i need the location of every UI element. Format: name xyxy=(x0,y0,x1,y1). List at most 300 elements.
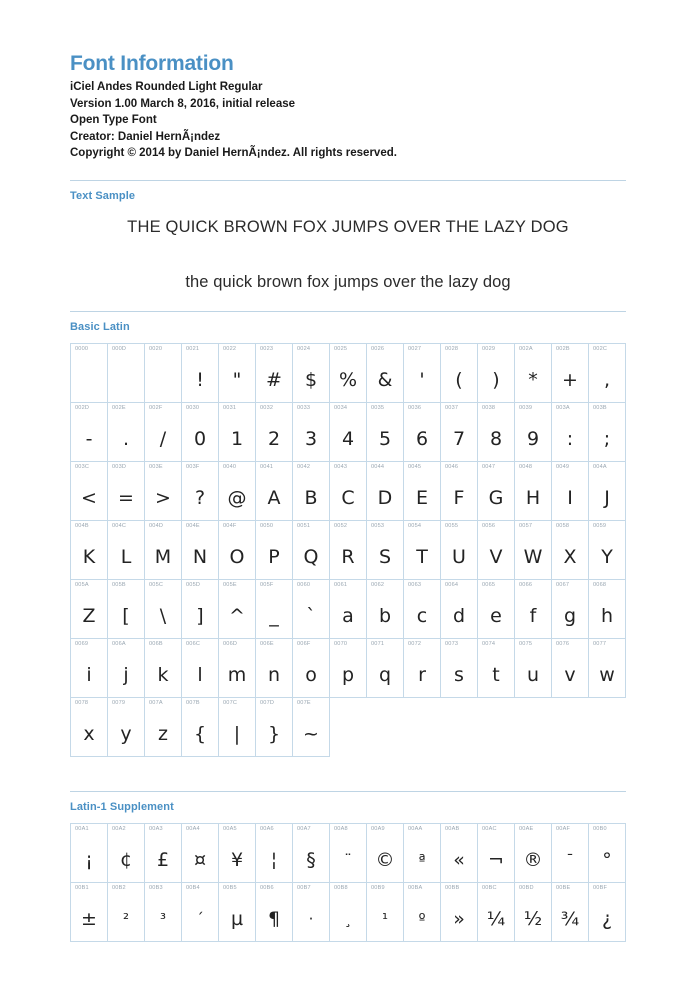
codepoint-label: 005D xyxy=(186,582,201,589)
glyph-character: C xyxy=(341,487,355,510)
codepoint-label: 00B2 xyxy=(112,885,126,892)
glyph-cell[interactable] xyxy=(515,580,552,639)
glyph-cell-empty-slot xyxy=(367,698,404,757)
glyph-cell[interactable] xyxy=(108,580,145,639)
codepoint-label: 0040 xyxy=(223,464,237,471)
glyph-cell[interactable] xyxy=(441,521,478,580)
glyph-cell[interactable] xyxy=(441,344,478,403)
glyph-cell[interactable] xyxy=(182,698,219,757)
glyph-character: * xyxy=(528,369,538,392)
glyph-character: ~ xyxy=(303,723,319,746)
codepoint-label: 0036 xyxy=(408,405,422,412)
glyph-cell[interactable] xyxy=(478,639,515,698)
glyph-character: 2 xyxy=(267,428,281,451)
font-header xyxy=(70,0,626,162)
glyph-character: , xyxy=(603,369,611,392)
codepoint-label: 00B3 xyxy=(149,885,163,892)
codepoint-label: 00B4 xyxy=(186,885,200,892)
codepoint-label: 005F xyxy=(260,582,274,589)
codepoint-label: 0073 xyxy=(445,641,459,648)
glyph-character: @ xyxy=(227,487,247,510)
glyph-cell[interactable] xyxy=(552,462,589,521)
codepoint-label: 0052 xyxy=(334,523,348,530)
glyph-character xyxy=(71,364,107,396)
glyph-cell[interactable] xyxy=(330,824,367,883)
glyph-cell[interactable] xyxy=(145,824,182,883)
codepoint-label: 002D xyxy=(75,405,90,412)
glyph-cell[interactable] xyxy=(71,462,108,521)
glyph-cell[interactable] xyxy=(182,521,219,580)
glyph-cell[interactable] xyxy=(404,403,441,462)
glyph-cell[interactable] xyxy=(404,580,441,639)
codepoint-label: 0065 xyxy=(482,582,496,589)
glyph-character: U xyxy=(452,546,466,569)
glyph-cell[interactable] xyxy=(108,639,145,698)
codepoint-label: 0037 xyxy=(445,405,459,412)
glyph-cell[interactable] xyxy=(515,883,552,942)
glyph-cell[interactable] xyxy=(404,639,441,698)
glyph-cell[interactable] xyxy=(182,639,219,698)
glyph-cell[interactable] xyxy=(145,403,182,462)
glyph-cell[interactable] xyxy=(589,639,626,698)
glyph-cell[interactable] xyxy=(367,462,404,521)
glyph-character: S xyxy=(378,546,392,569)
text-sample-block xyxy=(70,212,626,294)
glyph-cell[interactable] xyxy=(589,824,626,883)
glyph-cell[interactable] xyxy=(108,521,145,580)
codepoint-label: 0068 xyxy=(593,582,607,589)
glyph-cell[interactable] xyxy=(441,580,478,639)
codepoint-label: 0074 xyxy=(482,641,496,648)
glyph-character: D xyxy=(377,487,393,510)
codepoint-label: 00AE xyxy=(519,826,534,833)
codepoint-label: 00A3 xyxy=(149,826,163,833)
codepoint-label: 0067 xyxy=(556,582,570,589)
codepoint-label: 005B xyxy=(112,582,126,589)
glyph-cell[interactable] xyxy=(293,824,330,883)
glyph-cell[interactable] xyxy=(182,344,219,403)
glyph-character: W xyxy=(523,546,543,569)
glyph-character: / xyxy=(159,428,167,451)
glyph-cell[interactable] xyxy=(219,698,256,757)
codepoint-label: 0076 xyxy=(556,641,570,648)
codepoint-label: 0066 xyxy=(519,582,533,589)
codepoint-label: 0055 xyxy=(445,523,459,530)
codepoint-label: 0035 xyxy=(371,405,385,412)
glyph-cell[interactable] xyxy=(367,824,404,883)
glyph-character: ½ xyxy=(523,908,543,931)
codepoint-label: 0046 xyxy=(445,464,459,471)
font-copyright-line: Copyright © 2014 by Daniel HernÃ¡ndez. All rights reserved. xyxy=(70,147,397,160)
codepoint-label: 005A xyxy=(75,582,89,589)
glyph-cell[interactable] xyxy=(108,403,145,462)
glyph-character: # xyxy=(266,369,282,392)
glyph-cell[interactable] xyxy=(367,403,404,462)
glyph-cell[interactable] xyxy=(330,344,367,403)
glyph-character: g xyxy=(563,605,577,628)
glyph-cell[interactable] xyxy=(441,403,478,462)
section-heading-latin1-supplement: Latin-1 Supplement xyxy=(70,801,174,814)
glyph-cell[interactable] xyxy=(552,521,589,580)
codepoint-label: 004D xyxy=(149,523,164,530)
glyph-character: % xyxy=(338,369,358,392)
codepoint-label: 006A xyxy=(112,641,126,648)
codepoint-label: 0000 xyxy=(75,346,89,353)
section-divider-latin1-supplement xyxy=(70,791,626,792)
codepoint-label: 00A6 xyxy=(260,826,274,833)
glyph-character: L xyxy=(120,546,132,569)
glyph-table-row xyxy=(71,403,626,462)
glyph-cell-empty-slot xyxy=(515,698,552,757)
glyph-cell[interactable] xyxy=(71,698,108,757)
codepoint-label: 007A xyxy=(149,700,163,707)
glyph-cell[interactable] xyxy=(515,639,552,698)
glyph-character: | xyxy=(233,723,241,746)
glyph-cell[interactable] xyxy=(552,344,589,403)
glyph-cell[interactable] xyxy=(293,883,330,942)
glyph-character: ® xyxy=(523,849,543,872)
glyph-cell[interactable] xyxy=(256,883,293,942)
glyph-character: 5 xyxy=(378,428,392,451)
glyph-character: v xyxy=(564,664,576,687)
codepoint-label: 0045 xyxy=(408,464,422,471)
glyph-cell[interactable] xyxy=(589,403,626,462)
glyph-character: M xyxy=(154,546,172,569)
codepoint-label: 0027 xyxy=(408,346,422,353)
codepoint-label: 0051 xyxy=(297,523,311,530)
glyph-cell[interactable] xyxy=(515,344,552,403)
codepoint-label: 00AF xyxy=(556,826,571,833)
glyph-cell[interactable] xyxy=(330,462,367,521)
glyph-cell[interactable] xyxy=(293,580,330,639)
glyph-cell[interactable] xyxy=(256,639,293,698)
glyph-cell[interactable] xyxy=(219,639,256,698)
glyph-character: x xyxy=(83,723,95,746)
glyph-cell[interactable] xyxy=(256,824,293,883)
glyph-character: z xyxy=(158,723,168,746)
glyph-character: ¥ xyxy=(230,849,244,872)
glyph-cell[interactable] xyxy=(441,824,478,883)
codepoint-label: 00BE xyxy=(556,885,571,892)
glyph-cell[interactable] xyxy=(478,462,515,521)
glyph-character: : xyxy=(566,428,574,451)
glyph-cell[interactable] xyxy=(108,344,145,403)
glyph-cell[interactable] xyxy=(71,344,108,403)
codepoint-label: 007D xyxy=(260,700,275,707)
glyph-character: > xyxy=(155,487,171,510)
glyph-cell[interactable] xyxy=(367,344,404,403)
glyph-cell[interactable] xyxy=(219,403,256,462)
codepoint-label: 0062 xyxy=(371,582,385,589)
glyph-character: P xyxy=(268,546,280,569)
glyph-character: Z xyxy=(82,605,96,628)
glyph-cell[interactable] xyxy=(145,462,182,521)
glyph-cell[interactable] xyxy=(404,462,441,521)
glyph-character: Y xyxy=(601,546,613,569)
glyph-cell[interactable] xyxy=(71,639,108,698)
glyph-cell[interactable] xyxy=(367,521,404,580)
glyph-cell[interactable] xyxy=(589,521,626,580)
codepoint-label: 004B xyxy=(75,523,89,530)
codepoint-label: 003B xyxy=(593,405,607,412)
glyph-cell-empty-slot xyxy=(441,698,478,757)
glyph-cell[interactable] xyxy=(441,639,478,698)
codepoint-label: 002E xyxy=(112,405,126,412)
glyph-cell[interactable] xyxy=(330,580,367,639)
glyph-character: l xyxy=(197,664,203,687)
codepoint-label: 00AB xyxy=(445,826,460,833)
glyph-cell[interactable] xyxy=(589,580,626,639)
glyph-cell[interactable] xyxy=(515,462,552,521)
glyph-cell[interactable] xyxy=(293,403,330,462)
glyph-cell[interactable] xyxy=(367,580,404,639)
codepoint-label: 0079 xyxy=(112,700,126,707)
glyph-cell[interactable] xyxy=(108,698,145,757)
glyph-character: 3 xyxy=(304,428,318,451)
glyph-cell[interactable] xyxy=(219,344,256,403)
glyph-cell[interactable] xyxy=(478,403,515,462)
glyph-cell[interactable] xyxy=(145,344,182,403)
glyph-character: © xyxy=(375,849,395,872)
glyph-cell[interactable] xyxy=(404,521,441,580)
glyph-character: ¦ xyxy=(270,849,278,872)
section-heading-basic-latin: Basic Latin xyxy=(70,321,130,334)
glyph-character: y xyxy=(120,723,132,746)
glyph-cell[interactable] xyxy=(589,462,626,521)
glyph-cell[interactable] xyxy=(182,580,219,639)
glyph-cell[interactable] xyxy=(441,462,478,521)
glyph-character xyxy=(145,364,181,396)
codepoint-label: 0029 xyxy=(482,346,496,353)
codepoint-label: 002C xyxy=(593,346,608,353)
glyph-cell[interactable] xyxy=(182,824,219,883)
glyph-character: 4 xyxy=(341,428,355,451)
glyph-table-row xyxy=(71,462,626,521)
codepoint-label: 003F xyxy=(186,464,200,471)
font-creator-line: Creator: Daniel HernÃ¡ndez xyxy=(70,130,221,143)
codepoint-label: 0026 xyxy=(371,346,385,353)
glyph-cell[interactable] xyxy=(256,580,293,639)
glyph-cell[interactable] xyxy=(441,883,478,942)
codepoint-label: 0042 xyxy=(297,464,311,471)
codepoint-label: 0020 xyxy=(149,346,163,353)
glyph-cell[interactable] xyxy=(219,521,256,580)
glyph-character: ¾ xyxy=(560,908,580,931)
glyph-character: k xyxy=(157,664,169,687)
glyph-cell[interactable] xyxy=(293,521,330,580)
font-version-line: Version 1.00 March 8, 2016, initial release xyxy=(70,97,296,110)
glyph-character: q xyxy=(378,664,392,687)
codepoint-label: 0077 xyxy=(593,641,607,648)
section-divider-text-sample xyxy=(70,180,626,181)
glyph-cell[interactable] xyxy=(330,403,367,462)
glyph-cell[interactable] xyxy=(256,521,293,580)
glyph-cell[interactable] xyxy=(330,883,367,942)
glyph-cell[interactable] xyxy=(108,883,145,942)
glyph-character: 8 xyxy=(489,428,503,451)
glyph-character: s xyxy=(454,664,464,687)
glyph-character: E xyxy=(415,487,428,510)
glyph-table-latin1-supplement xyxy=(70,823,626,942)
sample-lowercase: the quick brown fox jumps over the lazy dog xyxy=(185,273,511,292)
glyph-cell[interactable] xyxy=(478,883,515,942)
codepoint-label: 0039 xyxy=(519,405,533,412)
glyph-cell[interactable] xyxy=(552,824,589,883)
glyph-cell[interactable] xyxy=(182,403,219,462)
glyph-cell[interactable] xyxy=(293,462,330,521)
codepoint-label: 00A2 xyxy=(112,826,126,833)
glyph-cell[interactable] xyxy=(515,824,552,883)
codepoint-label: 00BB xyxy=(445,885,460,892)
codepoint-label: 00A4 xyxy=(186,826,200,833)
glyph-cell[interactable] xyxy=(552,639,589,698)
glyph-character: ` xyxy=(306,605,316,628)
glyph-cell[interactable] xyxy=(219,824,256,883)
glyph-cell[interactable] xyxy=(552,883,589,942)
glyph-cell[interactable] xyxy=(145,698,182,757)
glyph-cell[interactable] xyxy=(182,462,219,521)
glyph-cell[interactable] xyxy=(145,639,182,698)
glyph-cell[interactable] xyxy=(219,462,256,521)
codepoint-label: 005E xyxy=(223,582,237,589)
glyph-character: ! xyxy=(196,369,204,392)
codepoint-label: 005C xyxy=(149,582,164,589)
glyph-table-row xyxy=(71,580,626,639)
glyph-cell[interactable] xyxy=(108,824,145,883)
codepoint-label: 0053 xyxy=(371,523,385,530)
glyph-character: K xyxy=(82,546,96,569)
glyph-cell[interactable] xyxy=(404,824,441,883)
glyph-character: ° xyxy=(602,849,612,872)
glyph-cell[interactable] xyxy=(256,698,293,757)
glyph-character: c xyxy=(416,605,428,628)
glyph-cell[interactable] xyxy=(293,639,330,698)
glyph-character: £ xyxy=(156,849,170,872)
glyph-cell[interactable] xyxy=(71,521,108,580)
codepoint-label: 00A1 xyxy=(75,826,89,833)
sample-uppercase: THE QUICK BROWN FOX JUMPS OVER THE LAZY DOG xyxy=(127,217,569,236)
glyph-cell[interactable] xyxy=(145,580,182,639)
codepoint-label: 00BF xyxy=(593,885,608,892)
glyph-cell[interactable] xyxy=(589,344,626,403)
glyph-cell[interactable] xyxy=(478,521,515,580)
glyph-cell[interactable] xyxy=(256,344,293,403)
glyph-character: $ xyxy=(304,369,318,392)
codepoint-label: 0034 xyxy=(334,405,348,412)
glyph-character: u xyxy=(526,664,540,687)
glyph-character: ¬ xyxy=(488,849,504,872)
glyph-cell[interactable] xyxy=(515,521,552,580)
glyph-cell[interactable] xyxy=(515,403,552,462)
glyph-cell[interactable] xyxy=(552,403,589,462)
glyph-cell[interactable] xyxy=(71,883,108,942)
codepoint-label: 0064 xyxy=(445,582,459,589)
glyph-cell[interactable] xyxy=(478,580,515,639)
glyph-cell[interactable] xyxy=(478,824,515,883)
glyph-character: m xyxy=(227,664,247,687)
codepoint-label: 00B8 xyxy=(334,885,348,892)
glyph-cell[interactable] xyxy=(367,883,404,942)
glyph-character: X xyxy=(563,546,577,569)
glyph-character: I xyxy=(567,487,573,510)
glyph-cell[interactable] xyxy=(367,639,404,698)
codepoint-label: 0048 xyxy=(519,464,533,471)
glyph-cell[interactable] xyxy=(71,824,108,883)
codepoint-label: 0056 xyxy=(482,523,496,530)
glyph-cell[interactable] xyxy=(404,883,441,942)
glyph-character: ( xyxy=(455,369,463,392)
codepoint-label: 00B9 xyxy=(371,885,385,892)
codepoint-label: 006C xyxy=(186,641,201,648)
glyph-character: = xyxy=(118,487,134,510)
codepoint-label: 0069 xyxy=(75,641,89,648)
glyph-character: t xyxy=(492,664,500,687)
glyph-cell[interactable] xyxy=(219,580,256,639)
glyph-character: O xyxy=(229,546,245,569)
glyph-cell[interactable] xyxy=(330,521,367,580)
codepoint-label: 0058 xyxy=(556,523,570,530)
glyph-cell[interactable] xyxy=(293,698,330,757)
glyph-character: . xyxy=(122,428,130,451)
glyph-cell[interactable] xyxy=(71,580,108,639)
glyph-cell[interactable] xyxy=(145,521,182,580)
glyph-cell[interactable] xyxy=(478,344,515,403)
codepoint-label: 00A9 xyxy=(371,826,385,833)
codepoint-label: 0072 xyxy=(408,641,422,648)
glyph-cell[interactable] xyxy=(404,344,441,403)
codepoint-label: 0050 xyxy=(260,523,274,530)
glyph-character: ¶ xyxy=(267,908,281,931)
codepoint-label: 00A8 xyxy=(334,826,348,833)
codepoint-label: 0021 xyxy=(186,346,200,353)
glyph-character: · xyxy=(308,910,314,929)
codepoint-label: 000D xyxy=(112,346,127,353)
glyph-character: J xyxy=(604,487,610,510)
codepoint-label: 0022 xyxy=(223,346,237,353)
glyph-cell[interactable] xyxy=(330,639,367,698)
glyph-cell-empty-slot xyxy=(552,698,589,757)
codepoint-label: 00AC xyxy=(482,826,497,833)
glyph-table-row xyxy=(71,698,626,757)
glyph-character: A xyxy=(267,487,281,510)
section-divider-basic-latin xyxy=(70,311,626,312)
codepoint-label: 00B5 xyxy=(223,885,237,892)
glyph-cell[interactable] xyxy=(552,580,589,639)
codepoint-label: 003E xyxy=(149,464,163,471)
codepoint-label: 006F xyxy=(297,641,311,648)
glyph-character: n xyxy=(267,664,281,687)
glyph-cell[interactable] xyxy=(589,883,626,942)
glyph-cell[interactable] xyxy=(293,344,330,403)
glyph-cell[interactable] xyxy=(219,883,256,942)
glyph-cell[interactable] xyxy=(256,403,293,462)
glyph-character: N xyxy=(192,546,208,569)
codepoint-label: 00A7 xyxy=(297,826,311,833)
glyph-cell[interactable] xyxy=(256,462,293,521)
glyph-cell[interactable] xyxy=(182,883,219,942)
glyph-cell[interactable] xyxy=(145,883,182,942)
glyph-character: < xyxy=(81,487,97,510)
glyph-cell[interactable] xyxy=(71,403,108,462)
glyph-character: ² xyxy=(122,910,129,929)
codepoint-label: 0063 xyxy=(408,582,422,589)
glyph-character: ¨ xyxy=(344,851,352,870)
glyph-character: [ xyxy=(122,605,130,628)
glyph-table-row xyxy=(71,639,626,698)
codepoint-label: 0028 xyxy=(445,346,459,353)
codepoint-label: 003C xyxy=(75,464,90,471)
glyph-cell[interactable] xyxy=(108,462,145,521)
